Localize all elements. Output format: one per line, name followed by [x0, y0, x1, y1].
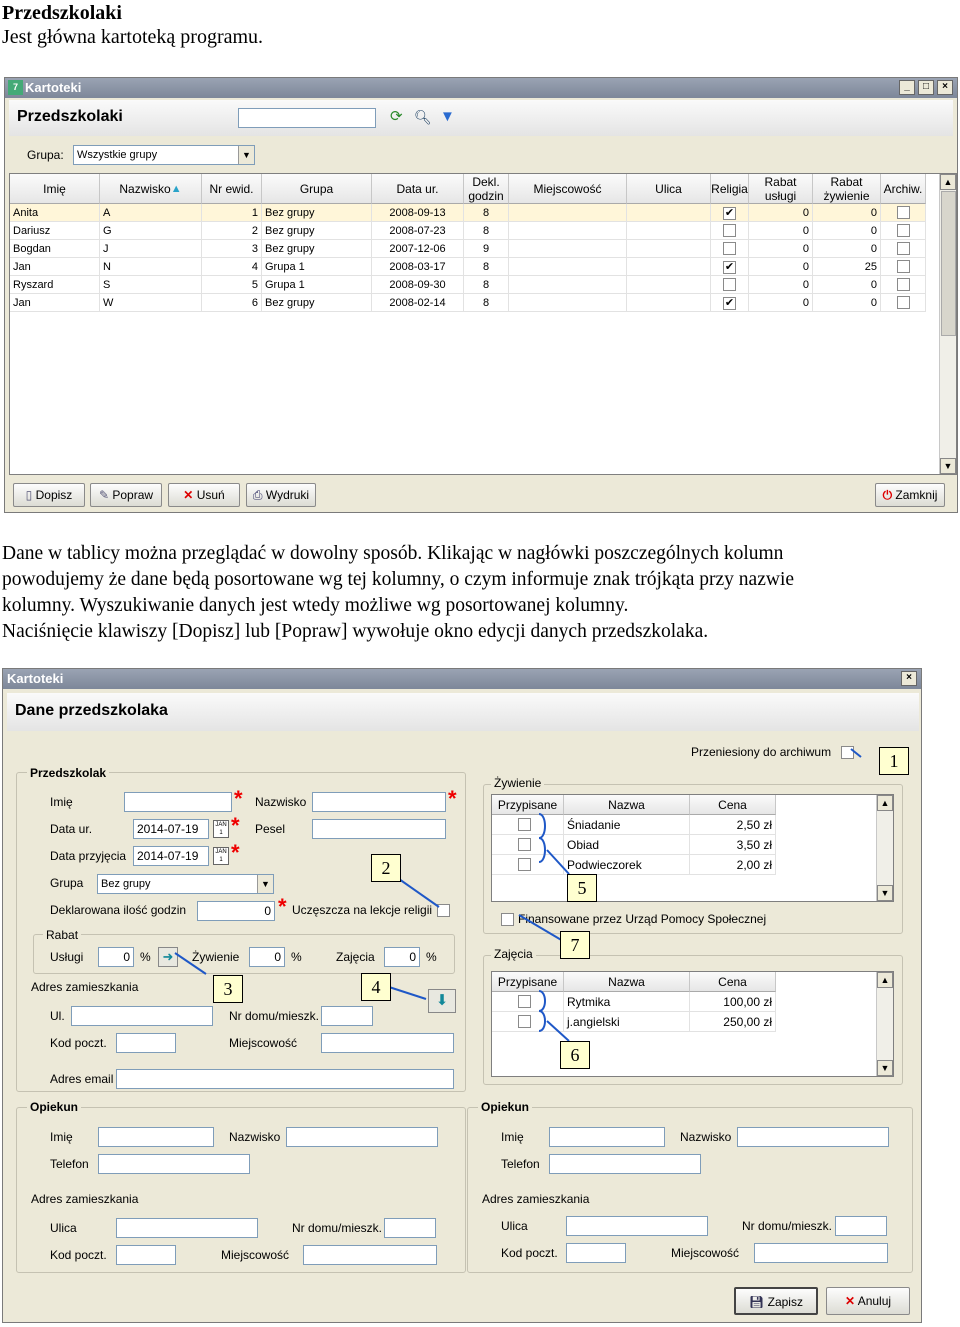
- document-icon: ▯: [25, 488, 33, 502]
- column-header[interactable]: Przypisane: [492, 795, 564, 815]
- zywienie-label: Żywienie: [192, 950, 240, 964]
- column-header-label: Grupa: [299, 181, 334, 196]
- data-przyjecia-value: 2014-07-19: [137, 849, 199, 863]
- table-cell: 6: [202, 294, 262, 312]
- header-band: [9, 100, 953, 136]
- table-cell: 4: [202, 258, 262, 276]
- godziny-label: Deklarowana ilość godzin: [50, 903, 187, 917]
- table-cell: Bez grupy: [262, 204, 372, 222]
- table-cell: S: [100, 276, 202, 294]
- table-cell: 2: [202, 222, 262, 240]
- table-cell: [509, 204, 627, 222]
- uslugi-field[interactable]: 0: [98, 947, 134, 967]
- group-select[interactable]: [73, 145, 255, 165]
- window-title: Kartoteki: [7, 671, 64, 686]
- delete-icon: ✕: [183, 488, 194, 502]
- table-row[interactable]: [10, 204, 926, 222]
- row-checkbox[interactable]: ✔: [724, 207, 735, 219]
- zamknij-button[interactable]: [875, 483, 945, 507]
- table-cell: Obiad: [564, 835, 690, 855]
- window-titlebar: [5, 78, 957, 98]
- table-cell: [509, 276, 627, 294]
- table-header: [10, 174, 926, 204]
- table-cell: 0: [749, 258, 813, 276]
- opiekun-ulica-label: Ulica: [50, 1221, 77, 1235]
- zamknij-label: Zamknij: [895, 488, 938, 502]
- callout-1: 1: [879, 747, 909, 775]
- column-header[interactable]: Nazwa: [564, 795, 690, 815]
- table-cell: Anita: [10, 204, 100, 222]
- nr-domu-label: Nr domu/mieszk.: [229, 1009, 320, 1023]
- table-cell: 2008-09-30: [372, 276, 464, 294]
- column-header[interactable]: [749, 174, 813, 204]
- table-row[interactable]: [10, 222, 926, 240]
- row-checkbox[interactable]: ✔: [724, 297, 735, 309]
- rabat-title: Rabat: [43, 928, 81, 942]
- doc-subtitle: Jest główna kartoteką programu.: [2, 26, 264, 48]
- minimize-icon[interactable]: _: [899, 80, 915, 95]
- table-cell: 0: [749, 294, 813, 312]
- chevron-down-icon[interactable]: ▼: [257, 875, 273, 893]
- imie-label: Imię: [50, 795, 73, 809]
- table-cell: 0: [749, 240, 813, 258]
- column-header-label: Rabat żywienie: [823, 174, 870, 203]
- column-header[interactable]: [881, 174, 926, 204]
- table-cell: Ryszard: [10, 276, 100, 294]
- opiekun-kod-label: Kod poczt.: [501, 1246, 558, 1260]
- search-input[interactable]: [238, 108, 376, 128]
- table-cell: N: [100, 258, 202, 276]
- kartoteki-window: [4, 77, 958, 513]
- column-header-label: Religia: [711, 181, 748, 196]
- opiekun-ulica-label: Ulica: [501, 1219, 528, 1233]
- miejscowosc-label: Miejscowość: [229, 1036, 298, 1050]
- table-cell: [881, 276, 926, 294]
- column-header[interactable]: [509, 174, 627, 204]
- table-cell: Jan: [10, 294, 100, 312]
- table-cell: 2,50 zł: [690, 815, 776, 835]
- table-cell: Rytmika: [564, 992, 690, 1012]
- required-star: *: [231, 840, 240, 865]
- arrow-down-icon[interactable]: ⬇: [428, 989, 456, 1013]
- table-cell: [881, 240, 926, 258]
- popraw-label: Popraw: [112, 488, 154, 502]
- close-icon[interactable]: ×: [901, 671, 917, 686]
- table-cell: Bez grupy: [262, 240, 372, 258]
- opiekun-telefon-label: Telefon: [501, 1157, 540, 1171]
- callout-7: 7: [560, 931, 590, 959]
- refresh-icon[interactable]: ⟳: [390, 108, 403, 125]
- required-star: *: [448, 786, 457, 811]
- zajecia-title: Zajęcia: [491, 947, 536, 961]
- column-header[interactable]: Nazwa: [564, 972, 690, 992]
- table-cell: [627, 222, 711, 240]
- table-cell: Śniadanie: [564, 815, 690, 835]
- page-title: Przedszkolaki: [17, 108, 123, 125]
- table-cell: A: [100, 204, 202, 222]
- percent-label: %: [140, 950, 151, 964]
- percent-label: %: [426, 950, 437, 964]
- column-header-label: Dekl. godzin: [468, 174, 504, 203]
- scroll-thumb[interactable]: [941, 191, 956, 336]
- table-cell: 0: [813, 240, 881, 258]
- table-row[interactable]: [10, 276, 926, 294]
- table-cell: 2007-12-06: [372, 240, 464, 258]
- opiekun1-title: Opiekun: [27, 1100, 81, 1114]
- paragraph-line: kolumny. Wyszukiwanie danych jest wtedy możliwe wg posortowanej kolumny.: [2, 595, 629, 616]
- opiekun2-title: Opiekun: [478, 1100, 532, 1114]
- table-cell: 3: [202, 240, 262, 258]
- table-cell: 250,00 zł: [690, 1012, 776, 1032]
- email-label: Adres email: [50, 1072, 114, 1086]
- row-checkbox[interactable]: [897, 206, 910, 219]
- table-cell: 100,00 zł: [690, 992, 776, 1012]
- table-cell: 2008-03-17: [372, 258, 464, 276]
- scroll-down-icon[interactable]: ▼: [877, 1060, 893, 1076]
- table-cell: 8: [464, 276, 509, 294]
- table-cell: 2008-02-14: [372, 294, 464, 312]
- godziny-field[interactable]: 0: [197, 901, 275, 921]
- table-cell: 2008-07-23: [372, 222, 464, 240]
- column-header[interactable]: [372, 174, 464, 204]
- table-cell: [711, 276, 749, 294]
- sort-asc-icon: ▲: [170, 182, 182, 195]
- opiekun-miejscowosc-label: Miejscowość: [221, 1248, 290, 1262]
- scroll-up-icon[interactable]: ▲: [940, 174, 956, 190]
- column-header-label: Nazwisko: [119, 181, 171, 196]
- row-checkbox[interactable]: [897, 260, 910, 273]
- opiekun-adres-label: Adres zamieszkania: [31, 1192, 139, 1206]
- paragraph-line: Dane w tablicy można przeglądać w dowolny sposób. Klikając w nagłówki poszczególnych kolumn: [2, 543, 784, 564]
- table-cell: 0: [749, 222, 813, 240]
- column-header-label: Archiw.: [883, 181, 923, 196]
- table-cell: 9: [464, 240, 509, 258]
- callout-6: 6: [560, 1041, 590, 1069]
- paragraph-line: Naciśnięcie klawiszy [Dopisz] lub [Popraw] wywołuje okno edycji danych przedszkolaka.: [2, 621, 709, 642]
- percent-label: %: [291, 950, 302, 964]
- table-cell: 8: [464, 258, 509, 276]
- column-header[interactable]: [202, 174, 262, 204]
- opiekun-nr-label: Nr domu/mieszk.: [742, 1219, 833, 1233]
- row-checkbox[interactable]: [897, 296, 910, 309]
- row-checkbox[interactable]: [897, 224, 910, 237]
- opiekun-telefon-label: Telefon: [50, 1157, 89, 1171]
- table-cell: 8: [464, 222, 509, 240]
- table-row[interactable]: [10, 294, 926, 312]
- table-body: [10, 204, 926, 312]
- required-star: *: [231, 813, 240, 838]
- table-cell: Grupa 1: [262, 276, 372, 294]
- window-title: Kartoteki: [25, 80, 82, 95]
- table-cell: [711, 204, 749, 222]
- opiekun-nr-label: Nr domu/mieszk.: [292, 1221, 383, 1235]
- chevron-down-icon[interactable]: ▼: [238, 146, 254, 164]
- app-icon: 7: [8, 80, 23, 95]
- opiekun-nazwisko-label: Nazwisko: [680, 1130, 732, 1144]
- callout-5: 5: [567, 874, 597, 902]
- column-header[interactable]: [711, 174, 749, 204]
- table-cell: 8: [464, 294, 509, 312]
- required-star: *: [234, 786, 243, 811]
- grupa-select-value: Bez grupy: [101, 878, 151, 890]
- table-cell: 25: [813, 258, 881, 276]
- table-cell: Jan: [10, 258, 100, 276]
- maximize-icon[interactable]: □: [918, 80, 934, 95]
- wydruki-label: Wydruki: [265, 488, 310, 502]
- table-cell: Podwieczorek: [564, 855, 690, 875]
- table-cell: 5: [202, 276, 262, 294]
- callout-3: 3: [213, 975, 243, 1003]
- doc-heading: Przedszkolaki: [2, 2, 122, 24]
- opiekun-imie-label: Imię: [50, 1130, 73, 1144]
- exit-icon: ⏻: [882, 488, 893, 502]
- callout-2: 2: [371, 854, 401, 882]
- required-star: *: [278, 894, 287, 919]
- edit-window: [2, 668, 922, 1323]
- table-cell: 2,00 zł: [690, 855, 776, 875]
- opiekun-miejscowosc-label: Miejscowość: [671, 1246, 740, 1260]
- row-checkbox[interactable]: [723, 278, 736, 291]
- column-header-label: Imię: [43, 181, 66, 196]
- column-header[interactable]: Cena: [690, 972, 776, 992]
- kod-label: Kod poczt.: [50, 1036, 107, 1050]
- usun-button[interactable]: [168, 483, 240, 507]
- column-header[interactable]: Cena: [690, 795, 776, 815]
- row-checkbox[interactable]: [723, 224, 736, 237]
- nazwisko-label: Nazwisko: [255, 795, 307, 809]
- column-header[interactable]: [262, 174, 372, 204]
- column-header-label: Data ur.: [396, 181, 439, 196]
- scroll-down-icon[interactable]: ▼: [877, 885, 893, 901]
- table-cell: 1: [202, 204, 262, 222]
- table-cell: [627, 240, 711, 258]
- table-cell: [627, 294, 711, 312]
- search-icon[interactable]: 🔍︎: [414, 109, 432, 125]
- table-cell: 0: [749, 204, 813, 222]
- uslugi-label: Usługi: [50, 950, 84, 964]
- column-header-label: Ulica: [655, 181, 682, 196]
- table-cell: [509, 240, 627, 258]
- page-title: Dane przedszkolaka: [15, 702, 168, 719]
- pesel-label: Pesel: [255, 822, 286, 836]
- table-row[interactable]: [10, 240, 926, 258]
- table-cell: [881, 204, 926, 222]
- close-icon[interactable]: ×: [937, 80, 953, 95]
- cancel-icon: ✕: [844, 1294, 856, 1308]
- table-cell: [627, 276, 711, 294]
- column-header-label: Miejscowość: [533, 181, 602, 196]
- table-cell: Bogdan: [10, 240, 100, 258]
- row-checkbox[interactable]: [723, 242, 736, 255]
- group-select-value: Wszystkie grupy: [77, 149, 158, 161]
- zywienie-field[interactable]: 0: [249, 947, 285, 967]
- table-cell: 0: [749, 276, 813, 294]
- dopisz-label: Dopisz: [35, 488, 73, 502]
- callout-arrows: [3, 669, 923, 1324]
- column-header[interactable]: [627, 174, 711, 204]
- table-cell: 0: [813, 204, 881, 222]
- table-cell: [711, 294, 749, 312]
- column-header[interactable]: [100, 174, 202, 204]
- paragraph-line: powodujemy że dane będą posortowane wg tej kolumny, o czym informuje znak trójkąta przy nazwie: [2, 569, 795, 590]
- table-cell: 2008-09-13: [372, 204, 464, 222]
- data-ur-label: Data ur.: [50, 822, 93, 836]
- column-header[interactable]: [10, 174, 100, 204]
- callout-4: 4: [361, 973, 391, 1001]
- table-cell: [627, 258, 711, 276]
- column-header-label: Nr ewid.: [209, 181, 254, 196]
- finansowane-label: Finansowane przez Urząd Pomocy Społecznej: [518, 912, 767, 926]
- table-cell: 3,50 zł: [690, 835, 776, 855]
- grupa-label: Grupa: [50, 876, 84, 890]
- column-header[interactable]: Przypisane: [492, 972, 564, 992]
- scroll-up-icon[interactable]: ▲: [877, 795, 893, 811]
- table-cell: 0: [813, 222, 881, 240]
- row-checkbox[interactable]: ✔: [724, 261, 735, 273]
- opiekun-nazwisko-label: Nazwisko: [229, 1130, 281, 1144]
- wydruki-button[interactable]: [246, 483, 316, 507]
- popraw-button[interactable]: [90, 483, 162, 507]
- religia-label: Uczęszcza na lekcje religii: [292, 903, 433, 917]
- table-cell: 8: [464, 204, 509, 222]
- table-cell: [711, 222, 749, 240]
- description-paragraph: [2, 541, 958, 645]
- table-cell: [711, 240, 749, 258]
- calendar-icon[interactable]: JAN 1: [213, 847, 229, 865]
- table-cell: [881, 258, 926, 276]
- zapisz-label: Zapisz: [767, 1295, 803, 1309]
- table-row[interactable]: [10, 258, 926, 276]
- table-cell: Grupa 1: [262, 258, 372, 276]
- table-cell: [881, 222, 926, 240]
- data-ur-value: 2014-07-19: [137, 822, 199, 836]
- table-cell: [881, 294, 926, 312]
- table-cell: j.angielski: [564, 1012, 690, 1032]
- save-icon: 💾︎: [749, 1295, 765, 1309]
- children-table: [9, 173, 957, 475]
- zajecia-field[interactable]: 0: [384, 947, 420, 967]
- ul-label: Ul.: [50, 1009, 65, 1023]
- child-group-title: Przedszkolak: [27, 766, 109, 780]
- table-cell: 0: [813, 276, 881, 294]
- opiekun-adres-label: Adres zamieszkania: [482, 1192, 590, 1206]
- zywienie-title: Żywienie: [491, 776, 544, 790]
- table-cell: W: [100, 294, 202, 312]
- data-przyjecia-label: Data przyjęcia: [50, 849, 127, 863]
- vertical-scrollbar[interactable]: [939, 174, 956, 474]
- table-cell: [627, 204, 711, 222]
- table-cell: 0: [813, 294, 881, 312]
- anuluj-label: Anuluj: [857, 1294, 892, 1308]
- column-header[interactable]: [813, 174, 881, 204]
- edit-icon: ✎: [98, 488, 110, 502]
- table-cell: [509, 258, 627, 276]
- filter-icon[interactable]: ▼: [440, 108, 455, 125]
- table-cell: Bez grupy: [262, 294, 372, 312]
- table-cell: Dariusz: [10, 222, 100, 240]
- opiekun-imie-label: Imię: [501, 1130, 524, 1144]
- group-label: Grupa:: [27, 148, 64, 162]
- table-cell: [509, 222, 627, 240]
- table-cell: J: [100, 240, 202, 258]
- table-cell: [711, 258, 749, 276]
- table-cell: [509, 294, 627, 312]
- row-checkbox[interactable]: [897, 242, 910, 255]
- adres-title: Adres zamieszkania: [31, 980, 139, 994]
- opiekun-kod-label: Kod poczt.: [50, 1248, 107, 1262]
- arrow-right-icon[interactable]: ➜: [158, 947, 178, 967]
- printer-icon: ⎙: [252, 488, 263, 502]
- column-header-label: Rabat usługi: [764, 174, 797, 203]
- archive-label: Przeniesiony do archiwum: [691, 745, 832, 759]
- column-header[interactable]: [464, 174, 509, 204]
- table-cell: G: [100, 222, 202, 240]
- calendar-icon[interactable]: JAN 1: [213, 820, 229, 838]
- scroll-down-icon[interactable]: ▼: [940, 458, 956, 474]
- dopisz-button[interactable]: [13, 483, 85, 507]
- table-cell: Bez grupy: [262, 222, 372, 240]
- scroll-up-icon[interactable]: ▲: [877, 972, 893, 988]
- zajecia-label: Zajęcia: [336, 950, 375, 964]
- row-checkbox[interactable]: [897, 278, 910, 291]
- usun-label: Usuń: [196, 488, 225, 502]
